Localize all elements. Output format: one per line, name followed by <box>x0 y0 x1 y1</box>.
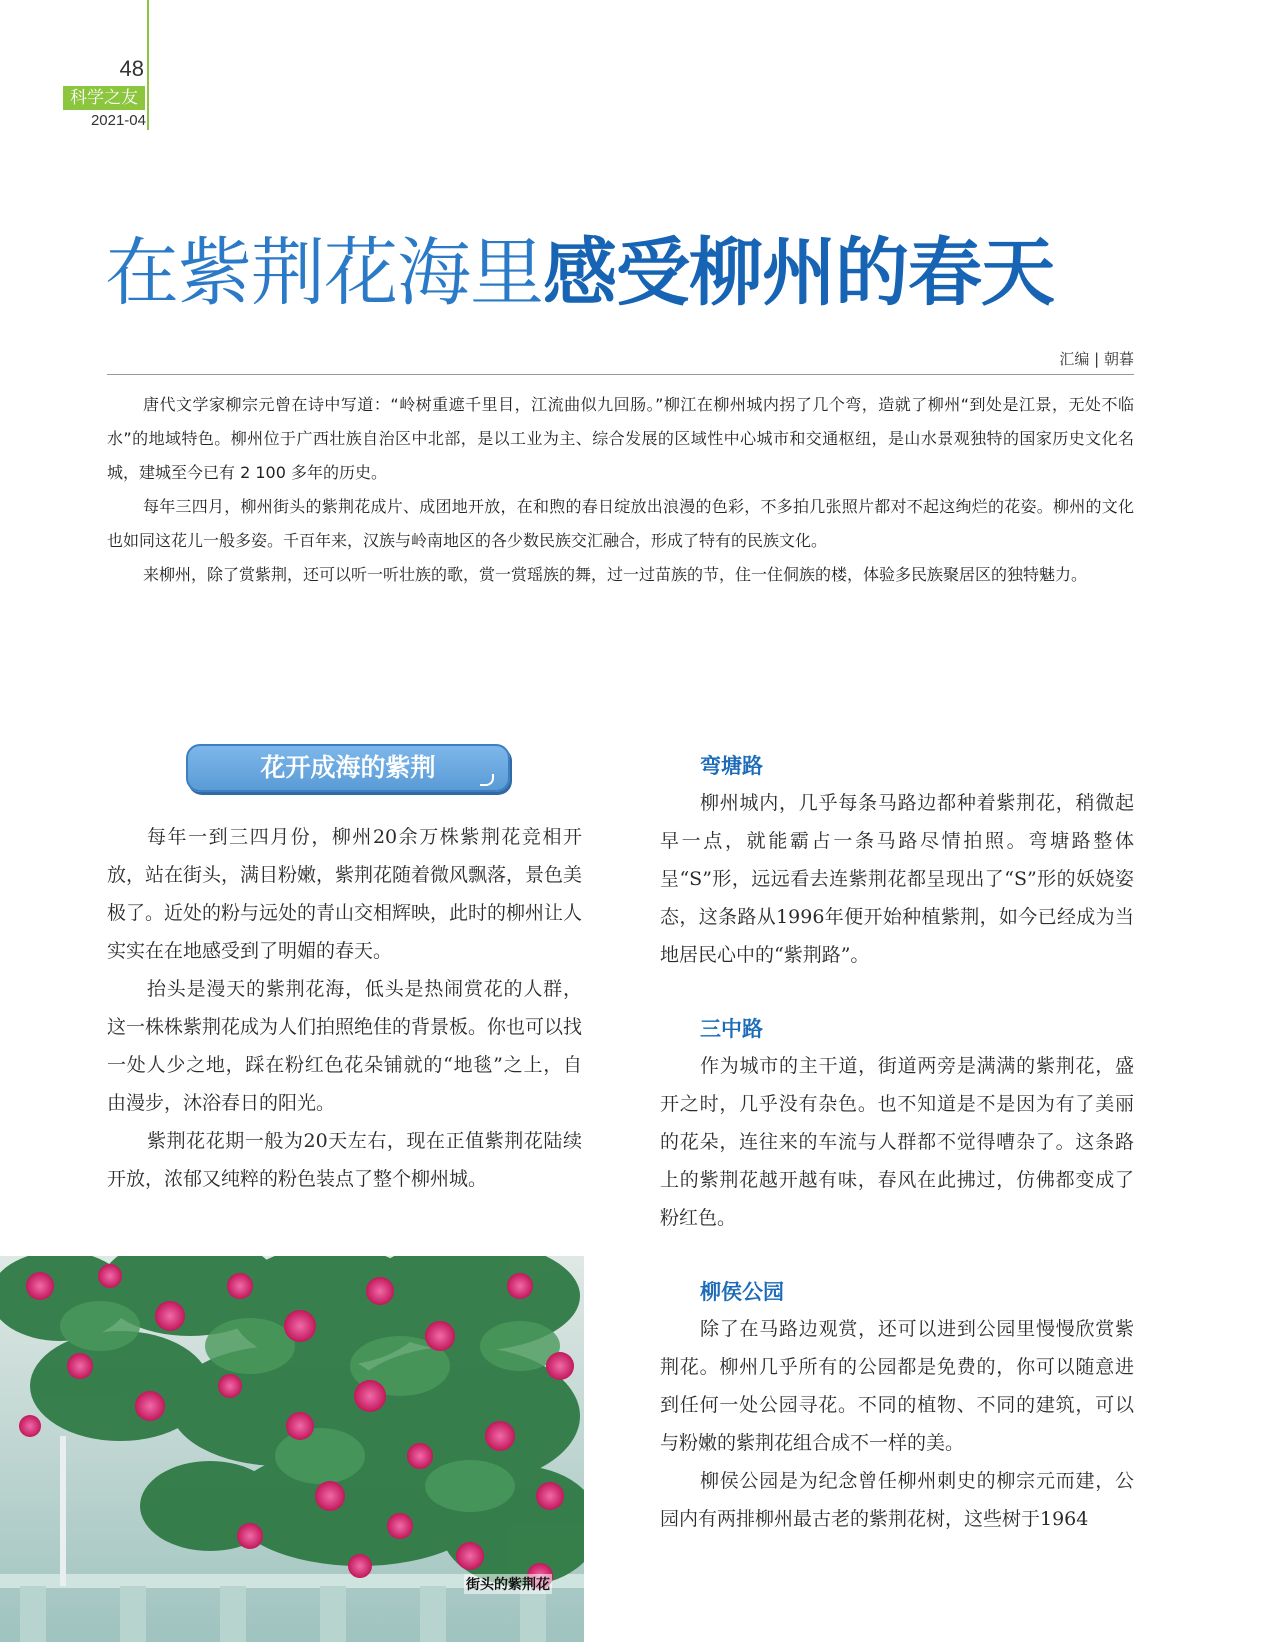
article-title <box>105 228 1205 318</box>
body-paragraph: 每年一到三四月份，柳州20余万株紫荆花竞相开放，站在街头，满目粉嫩，紫荆花随着微风飘落，景色美极了。近处的粉与远处的青山交相辉映，此时的柳州让人实实在在地感受到了明媚的春天。 <box>107 826 583 962</box>
title-part-2: 感受柳州的春天 <box>543 230 1054 316</box>
intro <box>107 388 1134 592</box>
header-divider <box>147 0 149 130</box>
page-number: 48 <box>119 56 144 81</box>
section-heading: 花开成海的紫荆 <box>260 753 436 782</box>
intro-paragraph: 每年三四月，柳州街头的紫荆花成片、成团地开放，在和煦的春日绽放出浪漫的色彩，不多拍几张照片都对不起这绚烂的花姿。柳州的文化也如同这花儿一般多姿。千百年来，汉族与岭南地区的各少数民族交汇融合，形成了特有的民族文化。 <box>107 497 1134 550</box>
intro-paragraph: 唐代文学家柳宗元曾在诗中写道：“岭树重遮千里目，江流曲似九回肠。”柳江在柳州城内拐了几个弯，造就了柳州“到处是江景，无处不临水”的地域特色。柳州位于广西壮族自治区中北部，是以工业为主、综合发展的区域性中心城市和交通枢纽，是山水景观独特的国家历史文化名城，建城至今已有 2 100 多年的历史。 <box>107 395 1134 482</box>
section-heading-badge <box>186 744 510 792</box>
byline: 汇编 | 朝暮 <box>1059 350 1134 368</box>
body-paragraph: 作为城市的主干道，街道两旁是满满的紫荆花，盛开之时，几乎没有杂色。也不知道是不是因为有了美丽的花朵，连往来的车流与人群都不觉得嘈杂了。这条路上的紫荆花越开越有味，春风在此拂过，仿佛都变成了粉红色。 <box>660 1055 1134 1229</box>
issue-date: 2021-04 <box>90 112 146 129</box>
photo-caption: 街头的紫荆花 <box>464 1574 552 1594</box>
title-part-1: 在紫荆花海里 <box>105 230 543 316</box>
section-heading: 柳侯公园 <box>700 1280 784 1304</box>
body-paragraph: 除了在马路边观赏，还可以进到公园里慢慢欣赏紫荆花。柳州几乎所有的公园都是免费的，你可以随意进到任何一处公园寻花。不同的植物、不同的建筑，可以与粉嫩的紫荆花组合成不一样的美。 <box>660 1318 1134 1454</box>
section-wantang-road <box>660 748 1134 974</box>
body-paragraph: 柳侯公园是为纪念曾任柳州刺史的柳宗元而建，公园内有两排柳州最古老的紫荆花树，这些树于1964 <box>660 1470 1134 1530</box>
body-paragraph: 柳州城内，几乎每条马路边都种着紫荆花，稍微起早一点，就能霸占一条马路尽情拍照。弯塘路整体呈“S”形，远远看去连紫荆花都呈现出了“S”形的妖娆姿态，这条路从1996年便开始种植紫荆，如今已经成为当地居民心中的“紫荆路”。 <box>660 792 1134 966</box>
section-heading: 弯塘路 <box>700 754 763 778</box>
intro-paragraph: 来柳州，除了赏紫荆，还可以听一听壮族的歌，赏一赏瑶族的舞，过一过苗族的节，住一住侗族的楼，体验多民族聚居区的独特魅力。 <box>143 565 1088 584</box>
section-sanzhong-road <box>660 1011 1134 1237</box>
body-paragraph: 抬头是漫天的紫荆花海，低头是热闹赏花的人群，这一株株紫荆花成为人们拍照绝佳的背景板。你也可以找一处人少之地，踩在粉红色花朵铺就的“地毯”之上，自由漫步，沐浴春日的阳光。 <box>107 978 583 1114</box>
section-heading: 三中路 <box>700 1017 763 1041</box>
section-liuhou-park <box>660 1274 1134 1538</box>
left-column <box>107 818 582 1198</box>
magazine-name: 科学之友 <box>63 86 145 110</box>
body-paragraph: 紫荆花花期一般为20天左右，现在正值紫荆花陆续开放，浓郁又纯粹的粉色装点了整个柳州城。 <box>107 1130 582 1190</box>
title-rule <box>107 374 1134 375</box>
